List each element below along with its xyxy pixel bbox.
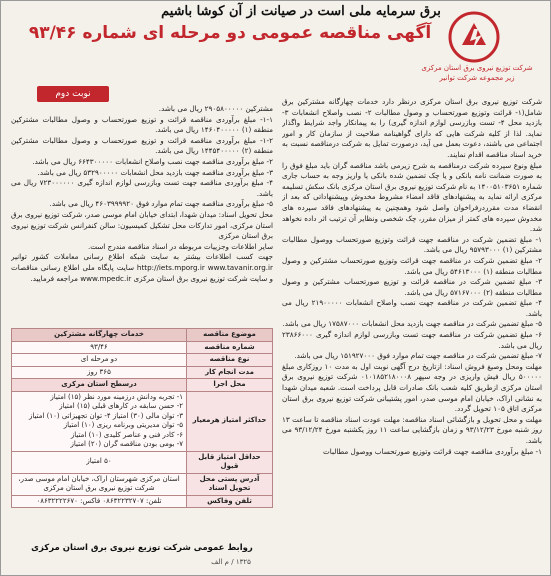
page-title: آگهی مناقصه عمومی دو مرحله ای شماره ۹۳/۴۶	[28, 23, 432, 43]
list-item: ۵- توان مدیریتی وبرنامه ریزی (۱۰) امتیاز	[63, 421, 183, 429]
table-cell-label: محل اجرا	[187, 379, 273, 392]
round-badge: نوبت دوم	[37, 86, 109, 102]
table-row	[12, 495, 273, 508]
table-cell-label: مدت انجام کار	[187, 366, 273, 379]
table-cell-label: حداکثر امتیاز هرمعیار	[187, 391, 273, 451]
table-row	[12, 379, 273, 392]
list-item: ۱- تجربه ودانش درزمینه مورد نظر (۱۵) امتیاز	[50, 392, 183, 401]
paragraph: ۲- مبلغ برآوردی مناقصه جهت نصب واصلاح انشعابات ۶۶۴۳۰۰۰۰۰ ریال می باشد.	[32, 156, 273, 166]
paragraph: ۳- مبلغ تضمین شرکت در مناقصه قرائت و توزیع صورتحساب مشترکین و وصول مطالبات منطقه (۲) ۵۷۱۶۷۰۰۰ ریال می باشد.	[282, 277, 542, 297]
paragraph: مبلغ ونوع سپرده شرکت درمناقصه به شرح زیرمی باشد مناقصه گران باید مبلغ فوق را به صورت ضمانت نامه بانکی و یا چک تضمین شده بانکی یا واریز وجه به حساب جاری شماره ۱۴۰۰۵۱۰۳۶۵۱ به نام شرکت توزیع نیروی برق استان مرکزی بانک سکش تسلیمه مرکزی ارائه نماید به پیشنهادهای فاقد امضاء مشروط مخدوش وپیشنهاداتی که بعد از انقضاء مدت مقرردرفراخوان واصل شود وهمچنین به پیشنهادهای فاقد سپرده های مخدوش سپرده های کمتر از میزان مقرر، چک شخصی ونظایر آن ترتیب اثر داده نخواهد شد.	[282, 160, 542, 234]
table-cell-value: ۵۰ امتیاز	[12, 451, 187, 473]
paragraph: شرکت توزیع نیروی برق استان مرکزی درنظر دارد خدمات چهارگانه مشترکین برق شامل(۱- قرائت وتوزیع صورتحساب و وصول مطالبات ۲- نصب واصلاح انشعابات ۳- بازدید محل ۴- تست وبازرسی لوازم اندازه گیری) را به پیمانکار واجد شرایط واگذار نماید. لذا از کلیه شرکت هایی که دارای گواهینامه صلاحیت از سازمان کار و امور اجتماعی می باشند، دعوت بعمل می آید، درصورت تمایل به شرکت درمناقصه نسبت به خرید اسناد مناقصه اقدام نمایند.	[282, 97, 542, 159]
paragraph: ۱-۲- مبلغ برآوردی مناقصه قرائت و توزیع صورتحساب و وصول مطالبات مشترکین منطقه (۲) ۱۴۴۵۴۰۰۰۰۰ ریال می باشد.	[11, 135, 273, 156]
table-header-cell: موضوع مناقصه	[187, 329, 273, 342]
table-cell-value: تلفن: ۰۸۶۳۲۲۳۲۷۰۷ فاکس: ۰۸۶۳۲۲۲۲۶۷۰	[12, 495, 187, 508]
paragraph: ۷- مبلغ تضمین شرکت در مناقصه جهت تمام موارد فوق ۱۵۱۹۲۷۰۰۰ ریال می باشد.	[294, 351, 542, 361]
paragraph: ۳- مبلغ برآوردی مناقصه جهت بازدید محل انشعابات ۵۳۲۹۰۰۰۰۰ ریال می باشد.	[37, 167, 273, 177]
slogan: برق سرمایه ملی است در صیانت از آن کوشا باشیم	[161, 4, 441, 19]
footer-signature: روابط عمومی شرکت توزیع نیروی برق استان مرکزی	[31, 543, 253, 553]
tender-details-table	[11, 328, 273, 508]
list-item: ۷- بومی بودن مناقصه گران (۲۰) امتیاز	[70, 440, 183, 448]
table-cell-label: تلفن وفاکس	[187, 495, 273, 508]
table-row	[12, 354, 273, 367]
criteria-list	[12, 391, 187, 451]
paragraph: محل تحویل اسناد: میدان شهدا، ابتدای خیابان امام موسی صدر، شرکت توزیع نیروی برق استان مرکزی، امور تدارکات محل تشکیل کمیسیون: سالن کنفرانس شرکت توزیع نیروی برق استان مرکزی	[11, 209, 273, 241]
paragraph: ۶- مبلغ تضمین شرکت در مناقصه جهت تست وبازرسی لوازم اندازه گیری ۲۳۸۶۶۰۰۰ ریال می باشد.	[282, 330, 542, 350]
paragraph: جهت کسب اطلاعات بیشتر به سایت شبکه اطلاع رسانی معاملات کشور توانیر http://iets.mporg.ir www.tavanir.org.ir سایت پایگاه ملی اطلاع رسانی مناقصات و سایت شرکت توزیع نیروی برق استان مرکزی www.mpedc.ir مراجعه فرمایید.	[11, 252, 273, 283]
table-cell-value: استان مرکزی شهرستان اراک، خیابان امام موسی صدر، شرکت توزیع نیروی برق استان مرکزی	[12, 473, 187, 495]
paragraph: ۵- مبلغ تضمین شرکت در مناقصه جهت بازدید محل انشعابات ۱۷۵۸۷۰۰۰ ریال می باشد.	[282, 319, 542, 329]
list-item: ۲- حسن سابقه در کارهای قبلی (۱۵) امتیاز	[59, 402, 183, 410]
table-row	[12, 473, 273, 495]
table-cell-value: ۹۳/۴۶	[12, 341, 187, 354]
main-text-column	[282, 97, 542, 555]
table-row	[12, 451, 273, 473]
footer-code: ۱۳۲۵ / م الف	[211, 558, 251, 566]
table-cell-value: درسطح استان مرکزی	[12, 379, 187, 392]
paragraph: ۱-۱- مبلغ برآوردی مناقصه قرائت و توزیع صورتحساب و وصول مطالبات مشترکین منطقه (۱) ۱۴۶۰۴۰۰۰۰۰ ریال می باشد.	[11, 114, 273, 135]
paragraph: ۵- مبلغ برآوردی مناقصه جهت تمام موارد فوق ۴۶۰۳۹۹۹۹۲۰ ریال می باشد.	[49, 199, 273, 209]
paragraph: ۴- مبلغ برآوردی مناقصه جهت تست وبازرسی لوازم اندازه گیری ۷۲۳۰۰۰۰۰۰ ریال می باشد.	[11, 178, 273, 198]
company-name: شرکت توزیع نیروی برق استان مرکزی زیر مجموعه شرکت توانیر	[421, 64, 533, 82]
paragraph: ۲- مبلغ تضمین شرکت در مناقصه جهت قرائت وتوزیع صورتحساب مشترکین و وصول مطالبات منطقه (۱) ۵۴۶۱۳۰۰۰ ریال می باشد.	[282, 255, 542, 276]
table-cell-value: ۳۶۵ روز	[12, 366, 187, 379]
paragraph: مهلت و محل تحویل و بازگشائی اسناد مناقصه: مهلت عودت اسناد مناقصه تا ساعت ۱۳ روز شنبه مورخ ۹۳/۱۲/۲۳ و زمان بازگشایی ساعت ۱۱ روز یکشنبه مورخ ۹۳/۱۲/۲۴ می باشد.	[282, 414, 542, 445]
secondary-text-column	[11, 104, 273, 322]
paragraph: ۴- مبلغ تضمین شرکت در مناقصه جهت نصب واصلاح انشعابات ۲۱۹۰۰۰۰۰ ریال می باشد.	[282, 298, 542, 318]
company-logo-icon	[448, 11, 500, 63]
table-cell-label: آدرس پستی محل تحویل اسناد	[187, 473, 273, 495]
table-cell-label: حداقل امتیاز قابل قبول	[187, 451, 273, 473]
paragraph: مشترکین ۲۹۰۵۸۰۰۰۰۰ ریال می باشد.	[158, 104, 273, 113]
table-cell-label: شماره مناقصه	[187, 341, 273, 354]
table-row	[12, 391, 273, 451]
paragraph: مهلت ومحل وصیغ فروش اسناد: ازتاریخ درج آگهی نوبت اول به مدت ۱۰ روزکاری مبلغ ۵۰۰۰۰۰ ریال فیش واریزی در وجه سپهر ۰۱۰۱۸۵۲۱۸۰۰۰۸ شرکت توزیع نیروی برق استان مرکزی ازطریق کلیه شعب بانک صادرات قابل پرداخت است. شعبه میدان شهدا به نشانی اراک، خیابان امام موسی صدر، امور پشتیبانی شرکت توزیع نیروی برق استان مرکزی اتاق ۱۰۵ تحویل گردد.	[282, 361, 542, 414]
list-item: ۶- کادر فنی و عناصر کلیدی (۱۰) امتیاز	[70, 430, 183, 439]
paragraph: سایر اطلاعات وجزییات مربوطه در اسناد مناقصه مندرج است.	[87, 241, 273, 251]
table-row	[12, 341, 273, 354]
paragraph: ۱- مبلغ تضمین شرکت در مناقصه جهت قرائت وتوزیع صورتحساب ووصول مطالبات مشترکین (۱) ۹۵۷۹۳۰۰۰ ریال می باشد.	[282, 234, 542, 255]
table-cell-value: دو مرحله ای	[12, 354, 187, 367]
table-header-row	[12, 329, 273, 342]
table-cell-label: نوع مناقصه	[187, 354, 273, 367]
table-row	[12, 366, 273, 379]
table-header-cell: خدمات چهارگانه مشترکین	[12, 329, 187, 342]
list-item: ۳- توان مالی (۳۰) امتیاز ۴- توان تجهیزاتی (۱۰) امتیاز	[28, 411, 183, 420]
paragraph: ۱- مبلغ برآوردی مناقصه جهت قرائت وتوزیع صورتحساب ووصول مطالبات	[323, 446, 542, 456]
